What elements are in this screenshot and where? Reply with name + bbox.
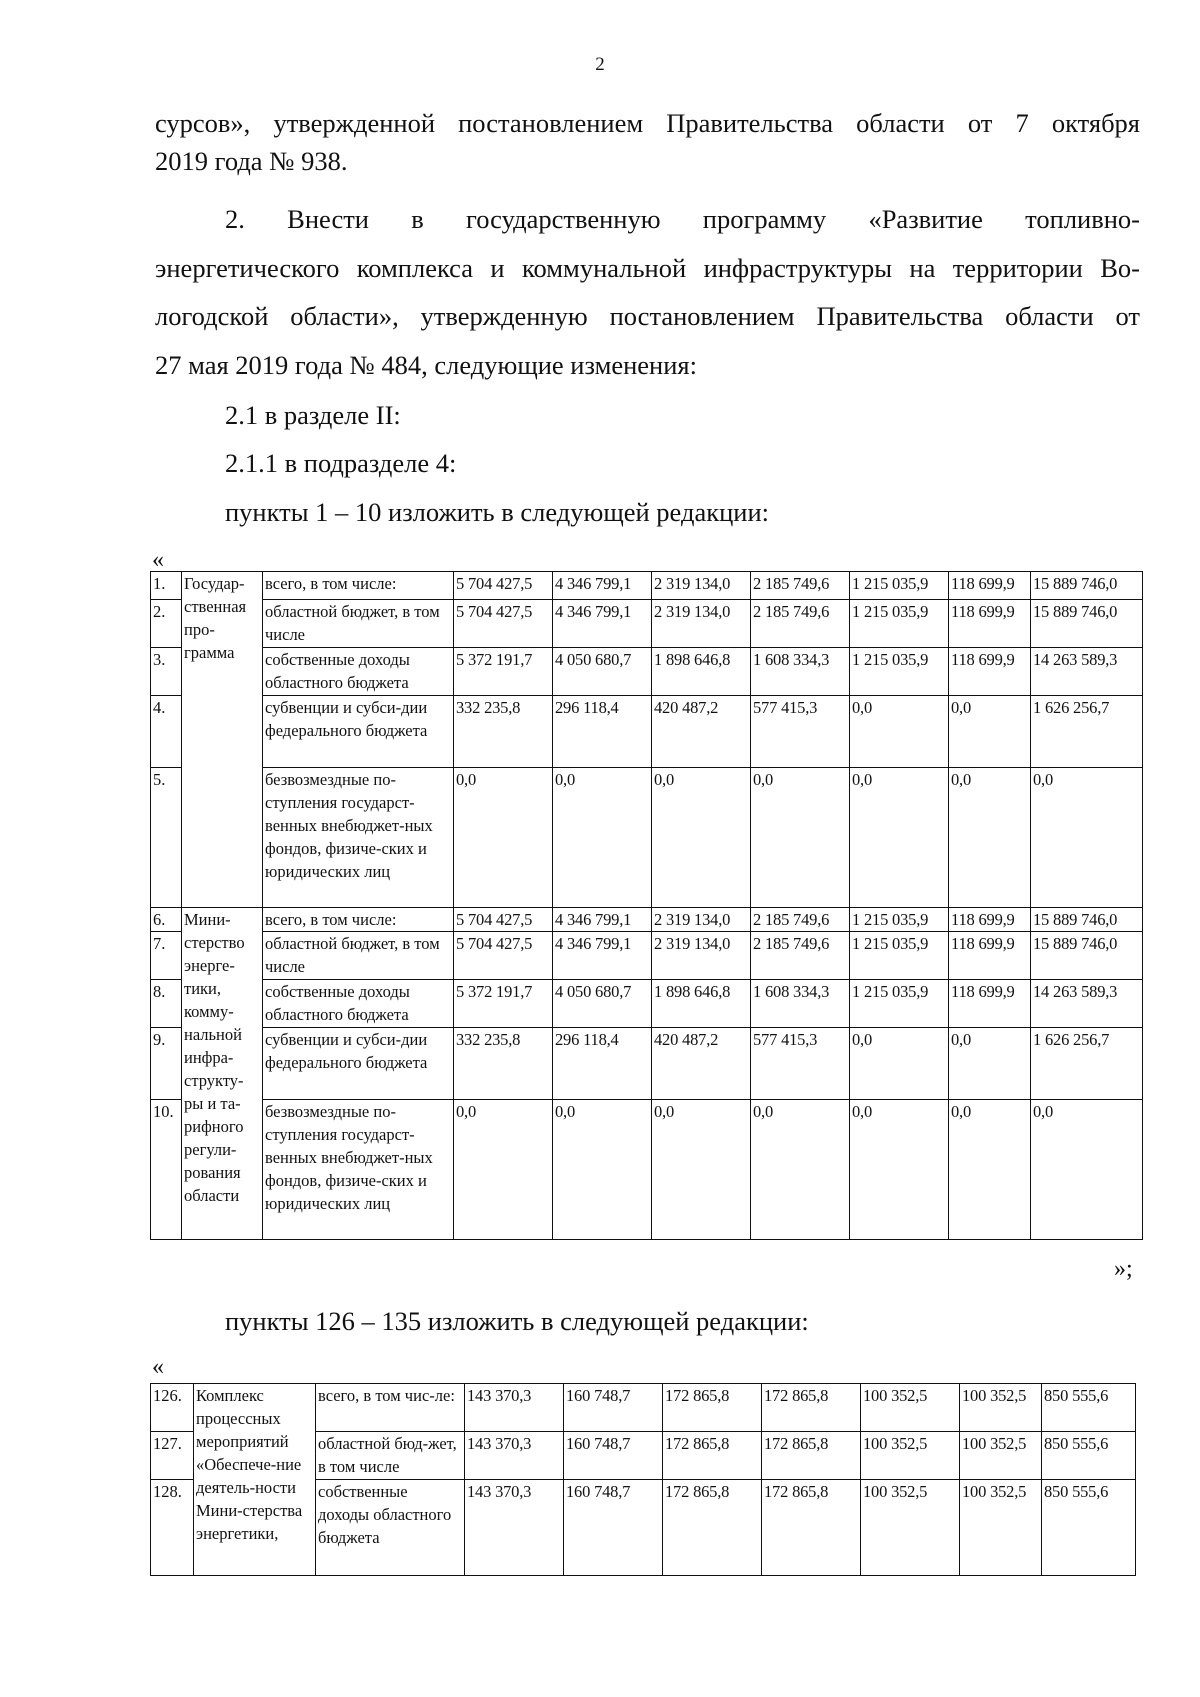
value-cell: 2 319 134,0 (652, 932, 751, 980)
value-cell: 160 748,7 (564, 1384, 663, 1432)
value-cell: 4 346 799,1 (553, 908, 652, 932)
value-cell: 15 889 746,0 (1031, 600, 1143, 648)
item2-line-4: 27 мая 2019 года № 484, следующие изменения: (155, 350, 697, 380)
table-row (151, 768, 1143, 908)
page-number: 2 (595, 54, 605, 75)
funding-source: собственные доходы областного бюджета (263, 648, 454, 696)
value-cell: 15 889 746,0 (1031, 908, 1143, 932)
table-row (151, 696, 1143, 768)
value-cell: 15 889 746,0 (1031, 572, 1143, 600)
value-cell: 100 352,5 (861, 1384, 960, 1432)
value-cell: 4 346 799,1 (553, 932, 652, 980)
value-cell: 850 555,6 (1042, 1384, 1136, 1432)
value-cell: 332 235,8 (454, 696, 553, 768)
open-quote-2: « (152, 1354, 164, 1380)
funding-source: областной бюджет, в том числе (263, 600, 454, 648)
value-cell: 5 704 427,5 (454, 572, 553, 600)
value-cell: 5 704 427,5 (454, 932, 553, 980)
funding-source: областной бюд-жет, в том числе (316, 1432, 465, 1480)
funding-source: безвозмездные по-ступления государст-венных внебюджет-ных фондов, физиче-ских и юридических лиц (263, 768, 454, 908)
row-number: 127. (151, 1432, 194, 1480)
value-cell: 1 626 256,7 (1031, 1028, 1143, 1100)
item2-line-3: логодской области», утвержденную постановлением Правительства области от (155, 301, 1140, 331)
value-cell: 100 352,5 (960, 1384, 1042, 1432)
value-cell: 4 050 680,7 (553, 980, 652, 1028)
row-number: 128. (151, 1480, 194, 1576)
funding-source: областной бюджет, в том числе (263, 932, 454, 980)
value-cell: 2 185 749,6 (751, 932, 850, 980)
value-cell: 118 699,9 (949, 572, 1031, 600)
value-cell: 850 555,6 (1042, 1432, 1136, 1480)
value-cell: 172 865,8 (663, 1384, 762, 1432)
value-cell: 0,0 (751, 768, 850, 908)
table-row (151, 980, 1143, 1028)
value-cell: 2 319 134,0 (652, 600, 751, 648)
value-cell: 172 865,8 (762, 1480, 861, 1576)
subsection-2-1: 2.1 в разделе II: (225, 400, 401, 430)
value-cell: 1 626 256,7 (1031, 696, 1143, 768)
value-cell: 1 215 035,9 (850, 600, 949, 648)
value-cell: 172 865,8 (762, 1384, 861, 1432)
row-number: 10. (151, 1100, 182, 1240)
value-cell: 0,0 (454, 768, 553, 908)
value-cell: 0,0 (751, 1100, 850, 1240)
table-row (151, 1028, 1143, 1100)
row-number: 7. (151, 932, 182, 980)
value-cell: 0,0 (1031, 768, 1143, 908)
funding-source: собственные доходы областного бюджета (263, 980, 454, 1028)
value-cell: 1 215 035,9 (850, 648, 949, 696)
value-cell: 0,0 (850, 696, 949, 768)
value-cell: 1 215 035,9 (850, 572, 949, 600)
value-cell: 2 185 749,6 (751, 572, 850, 600)
value-cell: 14 263 589,3 (1031, 980, 1143, 1028)
value-cell: 577 415,3 (751, 696, 850, 768)
funding-table-2 (150, 1383, 1136, 1576)
value-cell: 0,0 (553, 1100, 652, 1240)
value-cell: 160 748,7 (564, 1432, 663, 1480)
value-cell: 0,0 (949, 768, 1031, 908)
value-cell: 4 346 799,1 (553, 572, 652, 600)
value-cell: 0,0 (454, 1100, 553, 1240)
row-number: 9. (151, 1028, 182, 1100)
value-cell: 160 748,7 (564, 1480, 663, 1576)
funding-source: субвенции и субси-дии федерального бюджета (263, 696, 454, 768)
points-126-135-heading: пункты 126 – 135 изложить в следующей редакции: (225, 1306, 809, 1336)
value-cell: 172 865,8 (762, 1432, 861, 1480)
value-cell: 1 215 035,9 (850, 980, 949, 1028)
table-row (151, 1384, 1136, 1432)
value-cell: 118 699,9 (949, 648, 1031, 696)
intro-line-2: 2019 года № 938. (155, 146, 348, 176)
funding-source: безвозмездные по-ступления государст-венных внебюджет-ных фондов, физиче-ских и юридических лиц (263, 1100, 454, 1240)
value-cell: 15 889 746,0 (1031, 932, 1143, 980)
row-number: 126. (151, 1384, 194, 1432)
table-row (151, 572, 1143, 600)
value-cell: 1 608 334,3 (751, 980, 850, 1028)
points-1-10-heading: пункты 1 – 10 изложить в следующей редакции: (225, 497, 770, 527)
value-cell: 100 352,5 (861, 1432, 960, 1480)
row-number: 2. (151, 600, 182, 648)
row-number: 5. (151, 768, 182, 908)
value-cell: 143 370,3 (465, 1432, 564, 1480)
value-cell: 0,0 (652, 1100, 751, 1240)
value-cell: 118 699,9 (949, 932, 1031, 980)
close-quote: »; (1114, 1256, 1133, 1282)
value-cell: 0,0 (949, 696, 1031, 768)
value-cell: 0,0 (553, 768, 652, 908)
value-cell: 5 704 427,5 (454, 908, 553, 932)
value-cell: 5 372 191,7 (454, 980, 553, 1028)
entity-cell-process-complex: Комплекс процессных мероприятий «Обеспече-ние деятель-ности Мини-стерства энергетики, (194, 1384, 316, 1576)
row-number: 6. (151, 908, 182, 932)
row-number: 8. (151, 980, 182, 1028)
value-cell: 577 415,3 (751, 1028, 850, 1100)
value-cell: 850 555,6 (1042, 1480, 1136, 1576)
value-cell: 4 050 680,7 (553, 648, 652, 696)
value-cell: 172 865,8 (663, 1480, 762, 1576)
value-cell: 118 699,9 (949, 980, 1031, 1028)
value-cell: 0,0 (949, 1028, 1031, 1100)
value-cell: 0,0 (850, 1028, 949, 1100)
value-cell: 1 215 035,9 (850, 908, 949, 932)
value-cell: 2 319 134,0 (652, 572, 751, 600)
funding-source: субвенции и субси-дии федерального бюджета (263, 1028, 454, 1100)
entity-cell-ministry: Мини-стерство энерге-тики, комму-нальной инфра-структу-ры и та-рифного регули-рования области (182, 908, 263, 1240)
table-row (151, 600, 1143, 648)
funding-source: всего, в том числе: (263, 572, 454, 600)
value-cell: 100 352,5 (960, 1480, 1042, 1576)
value-cell: 100 352,5 (861, 1480, 960, 1576)
value-cell: 5 704 427,5 (454, 600, 553, 648)
table-row (151, 908, 1143, 932)
value-cell: 420 487,2 (652, 1028, 751, 1100)
value-cell: 0,0 (949, 1100, 1031, 1240)
value-cell: 0,0 (850, 768, 949, 908)
value-cell: 0,0 (850, 1100, 949, 1240)
value-cell: 2 319 134,0 (652, 908, 751, 932)
subsection-2-1-1: 2.1.1 в подразделе 4: (225, 448, 457, 478)
value-cell: 143 370,3 (465, 1480, 564, 1576)
funding-source: всего, в том чис-ле: (316, 1384, 465, 1432)
table-row (151, 648, 1143, 696)
value-cell: 296 118,4 (553, 1028, 652, 1100)
value-cell: 143 370,3 (465, 1384, 564, 1432)
value-cell: 1 898 646,8 (652, 648, 751, 696)
value-cell: 0,0 (1031, 1100, 1143, 1240)
value-cell: 172 865,8 (663, 1432, 762, 1480)
value-cell: 100 352,5 (960, 1432, 1042, 1480)
entity-cell-state-program: Государ-ственная про-грамма (182, 572, 263, 908)
item2-line-2: энергетического комплекса и коммунальной инфраструктуры на территории Во- (155, 253, 1140, 283)
value-cell: 1 215 035,9 (850, 932, 949, 980)
value-cell: 1 608 334,3 (751, 648, 850, 696)
table-row (151, 932, 1143, 980)
intro-line-1: сурсов», утвержденной постановлением Правительства области от 7 октября (155, 108, 1140, 138)
value-cell: 4 346 799,1 (553, 600, 652, 648)
value-cell: 2 185 749,6 (751, 908, 850, 932)
value-cell: 2 185 749,6 (751, 600, 850, 648)
table-row (151, 1100, 1143, 1240)
item2-line-1: 2. Внести в государственную программу «Развитие топливно- (225, 204, 1140, 234)
value-cell: 14 263 589,3 (1031, 648, 1143, 696)
open-quote: « (152, 547, 164, 573)
funding-source: собственные доходы областного бюджета (316, 1480, 465, 1576)
value-cell: 420 487,2 (652, 696, 751, 768)
value-cell: 118 699,9 (949, 600, 1031, 648)
value-cell: 1 898 646,8 (652, 980, 751, 1028)
row-number: 4. (151, 696, 182, 768)
value-cell: 5 372 191,7 (454, 648, 553, 696)
value-cell: 118 699,9 (949, 908, 1031, 932)
row-number: 1. (151, 572, 182, 600)
value-cell: 0,0 (652, 768, 751, 908)
funding-source: всего, в том числе: (263, 908, 454, 932)
value-cell: 332 235,8 (454, 1028, 553, 1100)
row-number: 3. (151, 648, 182, 696)
funding-table-1 (150, 571, 1143, 1240)
value-cell: 296 118,4 (553, 696, 652, 768)
